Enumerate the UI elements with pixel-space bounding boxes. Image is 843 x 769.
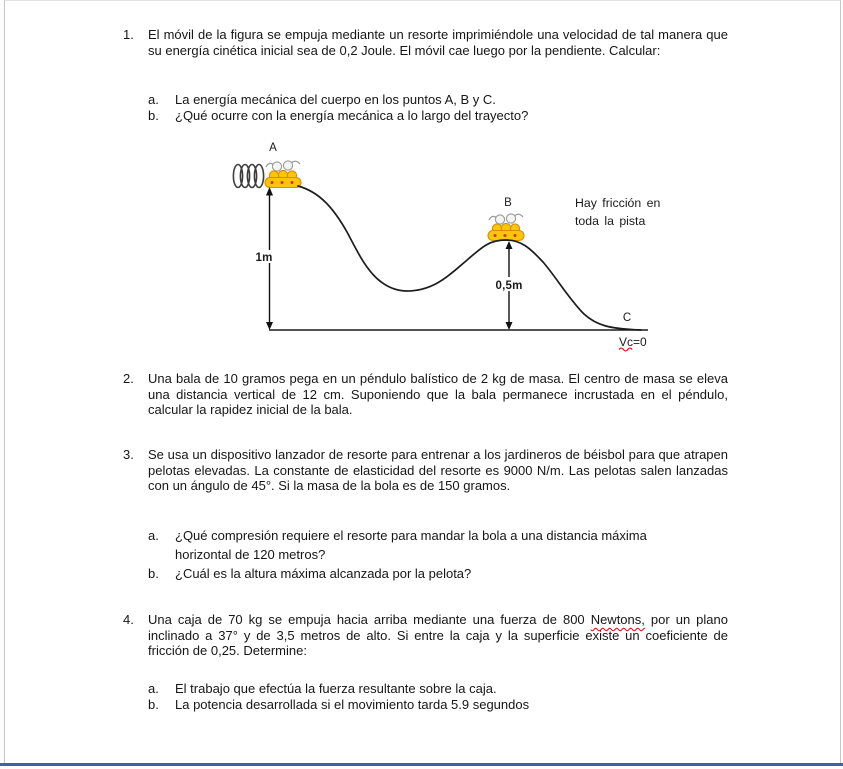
problem-4-number: 4. [123, 612, 134, 627]
problem-4-text [148, 612, 728, 659]
problem-1 [123, 27, 728, 58]
list-item [148, 564, 665, 583]
problem-1-number: 1. [123, 27, 134, 42]
point-a-label: A [269, 142, 277, 154]
item-letter: b. [148, 566, 159, 581]
misspelled-word: Vc [619, 335, 634, 349]
item-text: La potencia desarrollada si el movimiento tarda 5.9 segundos [175, 696, 530, 712]
problem-4-text-before: Una caja de 70 kg se empuja hacia arriba mediante una fuerza de 800 [148, 612, 591, 627]
point-b-label: B [504, 197, 512, 209]
problem-4-text-after: por un plano inclinado a 37° y de 3,5 metros de alto. Si entre la caja y la superficie existe un coeficiente de fricción de 0,25. Determine: [148, 612, 728, 659]
item-text: ¿Cuál es la altura máxima alcanzada por la pelota? [175, 566, 472, 581]
misspelled-word: Newtons, [590, 612, 645, 627]
item-text: El trabajo que efectúa la fuerza resultante sobre la caja. [175, 681, 497, 696]
list-item [148, 697, 665, 713]
height-a-label: 1m [255, 252, 273, 264]
problem-4 [123, 612, 728, 659]
cart-b-icon [488, 214, 524, 241]
velocity-c-label [619, 335, 647, 349]
problem-2-text: Una bala de 10 gramos pega en un péndulo balístico de 2 kg de masa. El centro de masa se eleva una distancia vertical de 12 cm. Suponiendo que la bala permanece incrustada en el péndulo, calcular la rapidez inicial de la bala. [148, 371, 728, 418]
list-item [148, 681, 665, 697]
velocity-c-value: =0 [633, 335, 647, 349]
item-letter: b. [148, 696, 159, 712]
item-letter: a. [148, 92, 159, 107]
item-letter: b. [148, 107, 159, 123]
item-text: La energía mecánica del cuerpo en los puntos A, B y C. [175, 92, 496, 107]
problem-3-number: 3. [123, 447, 134, 462]
problem-1-text: El móvil de la figura se empuja mediante un resorte imprimiéndole una velocidad de tal manera que su energía cinética inicial sea de 0,2 Joule. El móvil cae luego por la pendiente. Calcular: [148, 27, 728, 58]
spring-icon [233, 165, 263, 188]
problem-1-items [148, 92, 665, 123]
energy-track-figure [225, 135, 685, 362]
item-text: ¿Qué compresión requiere el resorte para mandar la bola a una distancia máxima horizontal de 120 metros? [175, 528, 647, 562]
item-letter: a. [148, 681, 159, 696]
window-bottom-edge [0, 763, 843, 766]
problem-4-items [148, 681, 665, 712]
item-text: ¿Qué ocurre con la energía mecánica a lo largo del trayecto? [175, 107, 529, 123]
friction-note-line2: toda la pista [575, 214, 646, 228]
list-item [148, 526, 665, 564]
friction-note [575, 196, 660, 228]
problem-2-number: 2. [123, 371, 134, 386]
item-letter: a. [148, 528, 159, 543]
list-item [148, 108, 665, 124]
problem-3-text: Se usa un dispositivo lanzador de resorte para entrenar a los jardineros de béisbol para que atrapen pelotas elevadas. La constante de elasticidad del resorte es 9000 N/m. Las pelotas salen lanzadas con un ángulo de 45°. Si la masa de la bola es de 150 gramos. [148, 447, 728, 494]
point-c-label: C [622, 312, 632, 324]
height-b-label: 0,5m [495, 280, 523, 292]
problem-3 [123, 447, 728, 494]
energy-track-svg [225, 135, 685, 357]
friction-note-line1: Hay fricción en [575, 196, 661, 210]
problem-3-items [148, 526, 665, 583]
list-item [148, 92, 665, 108]
cart-a-icon [265, 161, 301, 188]
problem-2 [123, 371, 728, 418]
